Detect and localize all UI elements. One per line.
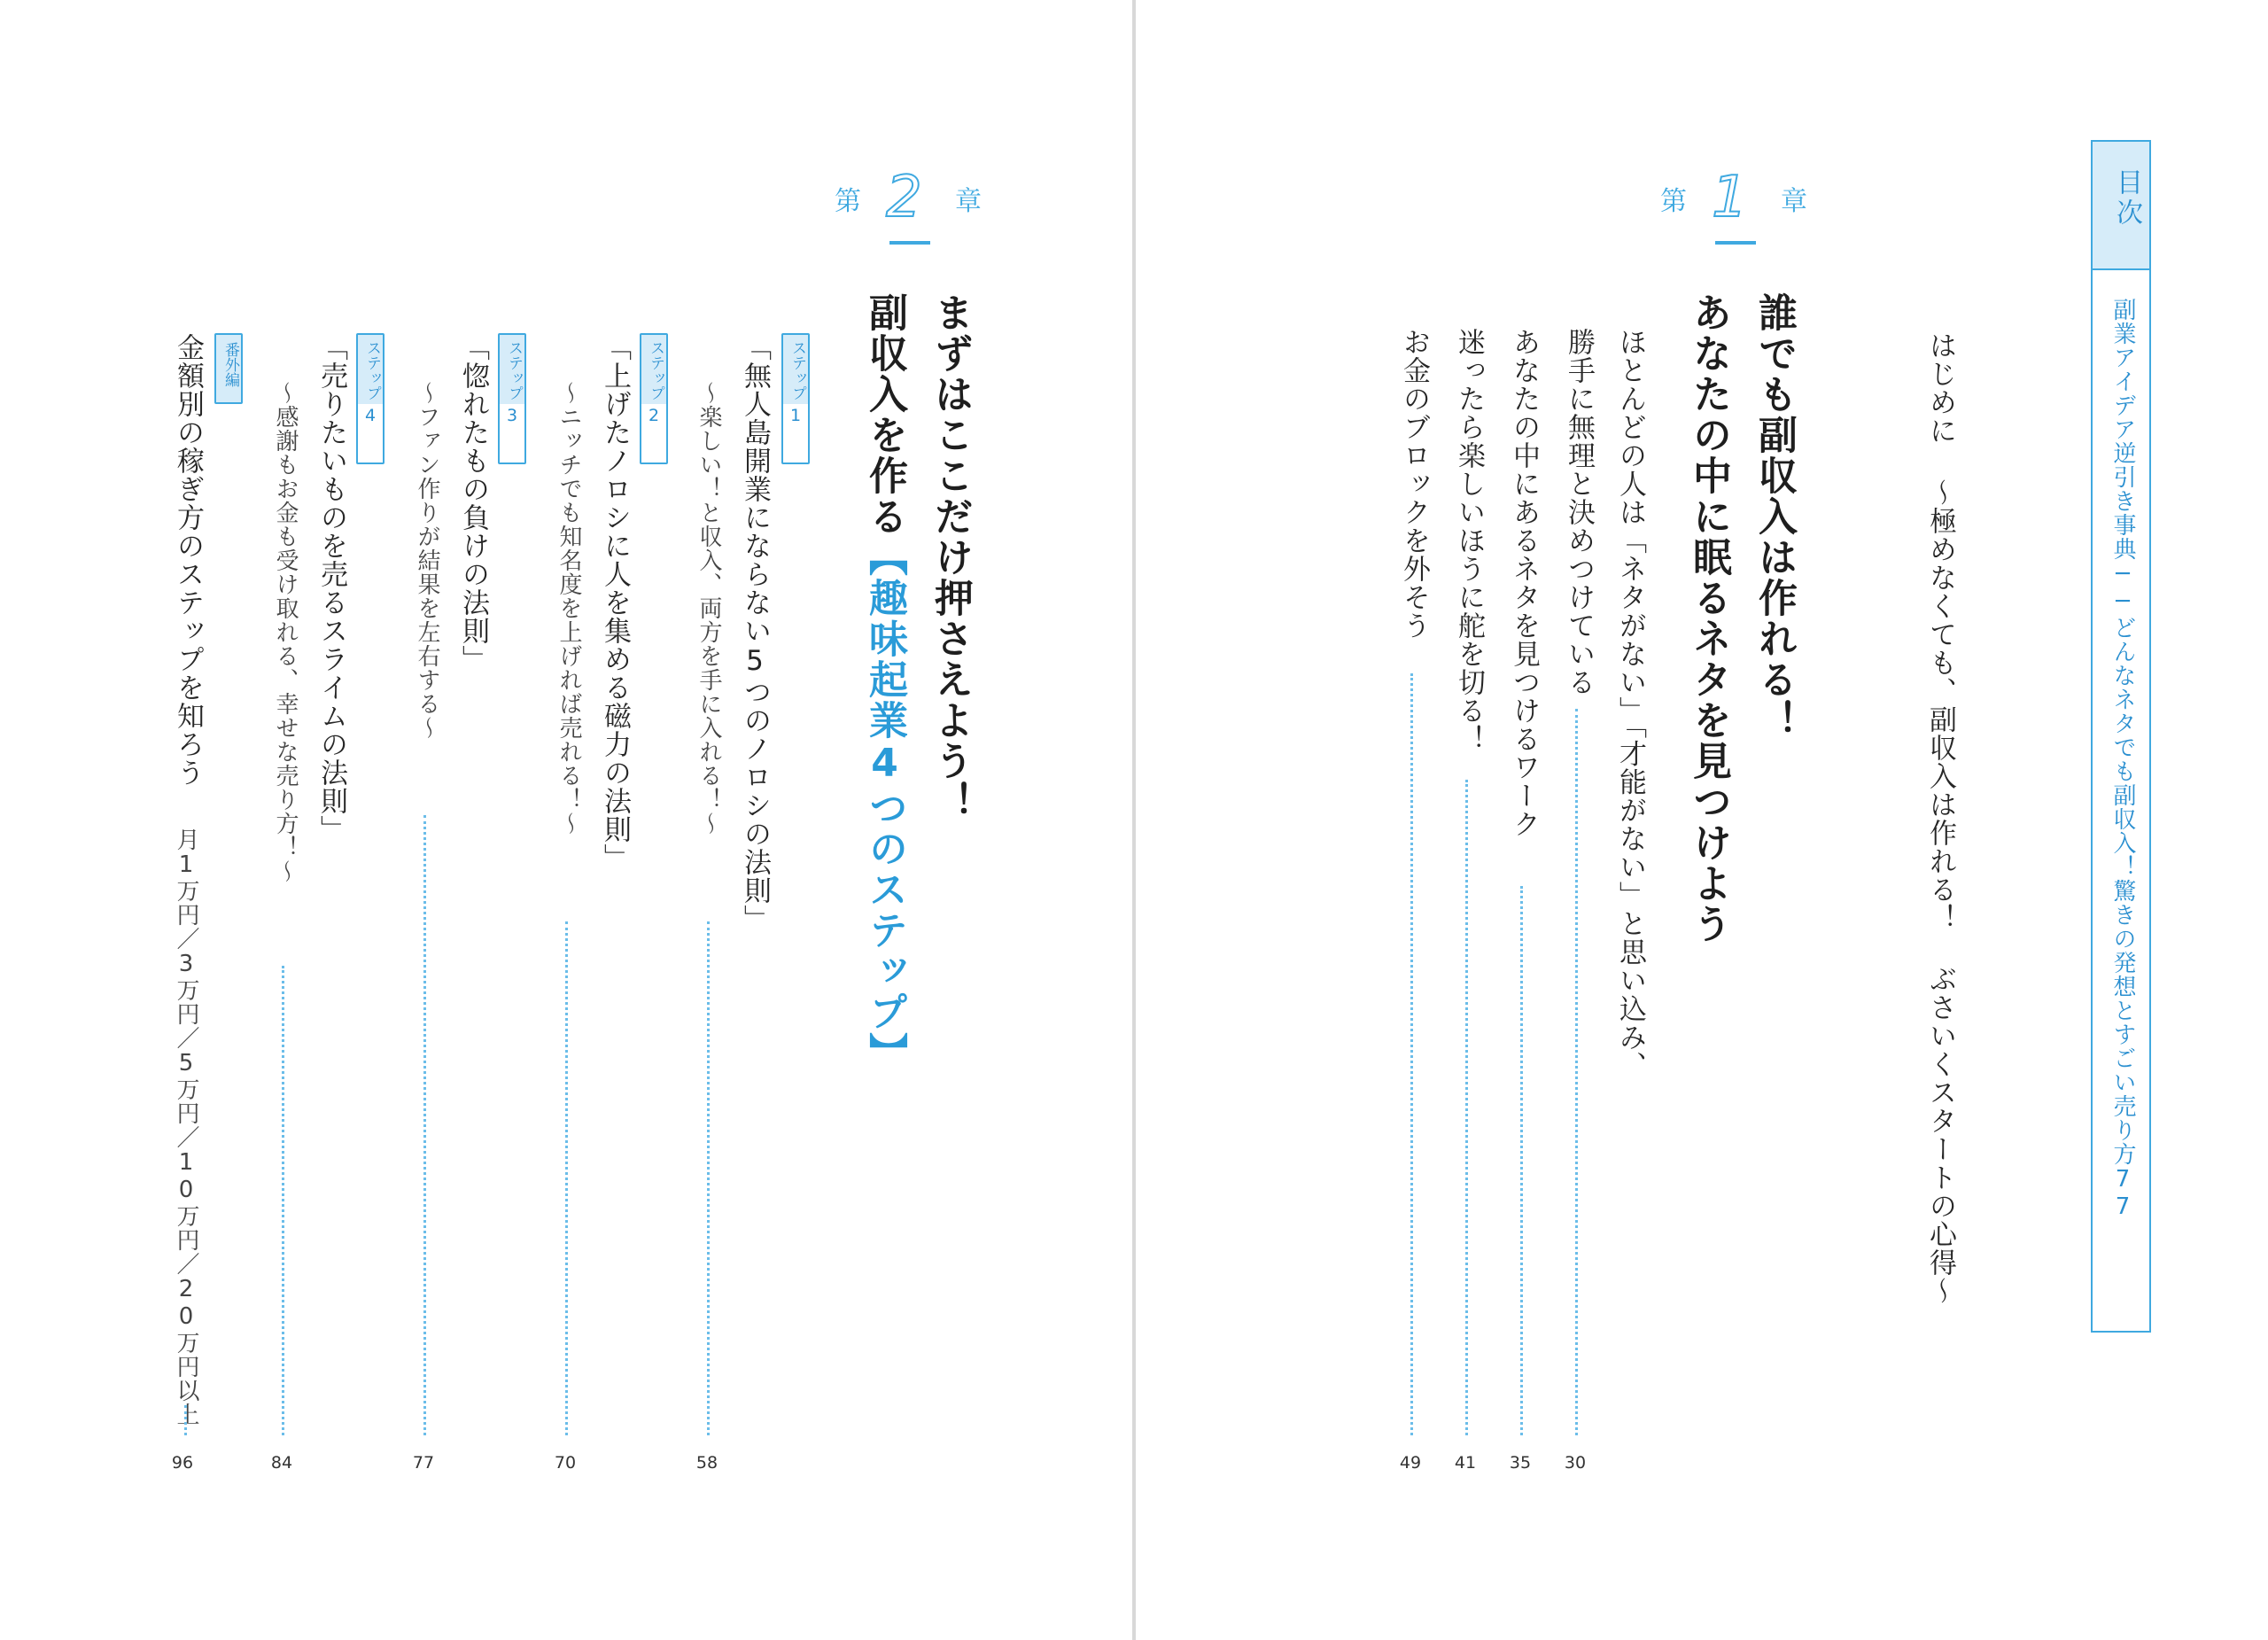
chapter2-title-line2 [856,292,913,1073]
toc-entry-2-4-title[interactable]: 「売りたいものを売るスライムの法則」 [315,333,347,843]
book-subtitle: 副業アイデア逆引き事典──どんなネタでも副収入！驚きの発想とすごい売り方77 [2109,298,2136,1221]
toc-entry-1-1-line1[interactable]: ほとんどの人は「ネタがない」「才能がない」と思い込み、 [1614,328,1646,1080]
toc-entry-2-2-title[interactable]: 「上げたノロシに人を集める磁力の法則」 [599,333,631,872]
step-tag-1 [781,333,810,464]
toc-banner-head [2093,142,2149,270]
chapter2-title-main: 副収入を作る [862,292,907,537]
chapter2-prefix: 第 [835,186,861,217]
toc-entry-extra-title[interactable]: 金額別の稼ぎ方のステップを知ろう [172,333,204,787]
toc-entry-2-1-title[interactable]: 「無人島開業にならない5つのノロシの法則」 [739,333,771,933]
dot-leader [1520,886,1523,1435]
page-number: 70 [554,1453,577,1473]
page-number: 30 [1564,1453,1587,1473]
dot-leader [565,921,568,1435]
chapter2-number: 2 [886,165,922,230]
page-number: 41 [1454,1453,1477,1473]
toc-entry-2-1-subtitle[interactable]: 〜楽しい！と収入、両方を手に入れる！〜 [695,381,722,836]
toc-entry-extra-subtitle[interactable]: 月1万円／3万円／5万円／10万円／20万円以上 [173,828,199,1426]
chapter1-underline [1715,241,1756,245]
page-number: 35 [1509,1453,1532,1473]
toc-entry-1-3[interactable]: 迷ったら楽しいほうに舵を切る！ [1453,328,1485,753]
step-label: ステップ [363,340,381,400]
step-label: ステップ [505,340,523,400]
chapter2-heading [835,165,985,253]
step-tag-4 [356,333,384,464]
toc-entry-2-2-subtitle[interactable]: 〜ニッチでも知名度を上げれば売れる！〜 [555,381,582,836]
dot-leader [1410,673,1413,1435]
toc-entry-2-4-subtitle[interactable]: 〜感謝もお金も受け取れる、幸せな売り方！〜 [272,381,299,883]
chapter1-suffix: 章 [1781,186,1807,217]
toc-entry-1-1-line2[interactable]: 勝手に無理と決めつけている [1563,328,1595,696]
dot-leader [707,921,710,1435]
step-tag-3 [498,333,526,464]
dot-leader [282,966,284,1435]
toc-entry-2-3-title[interactable]: 「惚れたもの負けの法則」 [457,333,489,673]
dot-leader [184,1405,187,1435]
chapter1-number: 1 [1712,165,1748,230]
chapter2-title-steps: 【趣味起業4つのステップ】 [862,537,907,1073]
extra-tag [214,333,243,404]
dot-leader [1465,780,1468,1435]
page-number: 96 [171,1453,194,1473]
step-label: ステップ [647,340,664,400]
dot-leader [423,815,426,1435]
step-number: 3 [506,406,518,425]
chapter1-title-line2: あなたの中に眠るネタを見つけよう [1686,292,1731,944]
page-number: 58 [695,1453,718,1473]
step-number: 2 [648,406,660,425]
toc-entry-2-3-subtitle[interactable]: 〜ファン作りが結果を左右する〜 [414,381,440,740]
chapter1-prefix: 第 [1660,186,1687,217]
chapter2-title-line1: まずはここだけ押さえよう！ [928,292,973,822]
page-number: 49 [1399,1453,1422,1473]
toc-side-banner [2091,140,2151,1333]
step-tag-2 [640,333,668,464]
step-number: 4 [364,406,377,425]
page-number: 77 [412,1453,435,1473]
toc-banner-title: 目次 [2111,168,2142,229]
chapter2-suffix: 章 [955,186,982,217]
step-number: 1 [789,406,802,425]
intro-subtitle[interactable]: 〜極めなくても、副収入は作れる！ ぶさいくスタートの心得〜 [1924,478,1956,1305]
step-label: ステップ [788,340,806,400]
extra-label: 番外編 [221,342,239,387]
chapter1-title-line1: 誰でも副収入は作れる！ [1751,292,1797,741]
toc-entry-1-4[interactable]: お金のブロックを外そう [1398,328,1430,640]
toc-entry-1-2[interactable]: あなたの中にあるネタを見つけるワーク [1508,328,1540,838]
chapter2-underline [889,241,930,245]
chapter1-heading [1660,165,1811,253]
page-number: 84 [270,1453,293,1473]
intro-label[interactable]: はじめに [1924,331,1956,445]
dot-leader [1575,709,1578,1435]
